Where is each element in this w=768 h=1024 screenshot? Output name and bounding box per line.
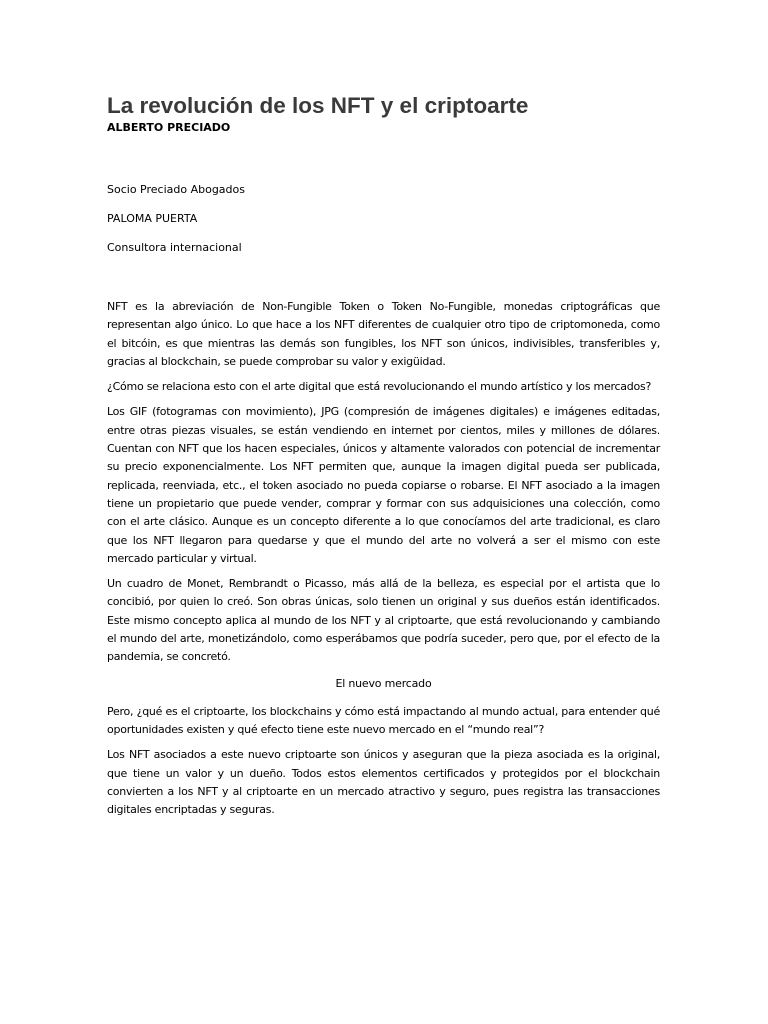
author-role-1: Socio Preciado Abogados bbox=[107, 183, 245, 196]
paragraph-6: Los NFT asociados a este nuevo criptoarte son únicos y aseguran que la pieza asociada es la original, que tiene un valor y un dueño. Todos estos elementos certificados y protegidos por el blockchain convierten a los NFT y al criptoarte en un mercado atractivo y seguro, pues registra las transacciones digitales encriptadas y seguras. bbox=[107, 748, 660, 817]
paragraph-4: Un cuadro de Monet, Rembrandt o Picasso, más allá de la belleza, es especial por el artista que lo concibió, por quien lo creó. Son obras únicas, solo tienen un original y sus dueños están identificados. Este mismo concepto aplica al mundo de los NFT y al criptoarte, que está revolucionando y cambiando el mundo del arte, monetizándolo, como esperábamos que podría suceder, pero que, por el efecto de la pandemia, se concretó. bbox=[107, 577, 660, 664]
article-title: La revolución de los NFT y el criptoarte bbox=[107, 93, 529, 118]
paragraph-3: Los GIF (fotogramas con movimiento), JPG (compresión de imágenes digitales) e imágenes editadas, entre otras piezas visuales, se están vendiendo en internet por cientos, miles y millones de dólares. Cuentan con NFT que los hacen especiales, únicos y altamente valorados con potencial de incrementar su precio exponencialmente. Los NFT permiten que, aunque la imagen digital pueda ser publicada, replicada, reenviada, etc., el token asociado no pueda copiarse o robarse. El NFT asociado a la imagen tiene un propietario que puede vender, comprar y formar con sus adquisiciones una colección, como con el arte clásico. Aunque es un concepto diferente a lo que conocíamos del arte tradicional, es claro que los NFT llegaron para quedarse y que el mundo del arte no volverá a ser el mismo con este mercado particular y virtual. bbox=[107, 405, 660, 565]
author-role-2: Consultora internacional bbox=[107, 241, 242, 254]
author-name-2: PALOMA PUERTA bbox=[107, 212, 198, 225]
paragraph-5: Pero, ¿qué es el criptoarte, los blockchains y cómo está impactando al mundo actual, para entender qué oportunidades existen y qué efecto tiene este nuevo mercado en el “mundo real”? bbox=[107, 704, 660, 736]
author-name-1: ALBERTO PRECIADO bbox=[107, 121, 231, 134]
paragraph-2: ¿Cómo se relaciona esto con el arte digital que está revolucionando el mundo artístico y los mercados? bbox=[107, 380, 652, 394]
section-heading: El nuevo mercado bbox=[335, 676, 432, 690]
spacer bbox=[107, 136, 660, 182]
paragraph-1: NFT es la abreviación de Non-Fungible Token o Token No-Fungible, monedas criptográficas que representan algo único. Lo que hace a los NFT diferentes de cualquier otro tipo de criptomoneda, como el bitcóin, es que mientras las demás son fungibles, los NFT son únicos, indivisibles, transferibles y, gracias al blockchain, se puede comprobar su valor y exigüidad. bbox=[107, 300, 660, 368]
document-page bbox=[107, 92, 660, 819]
